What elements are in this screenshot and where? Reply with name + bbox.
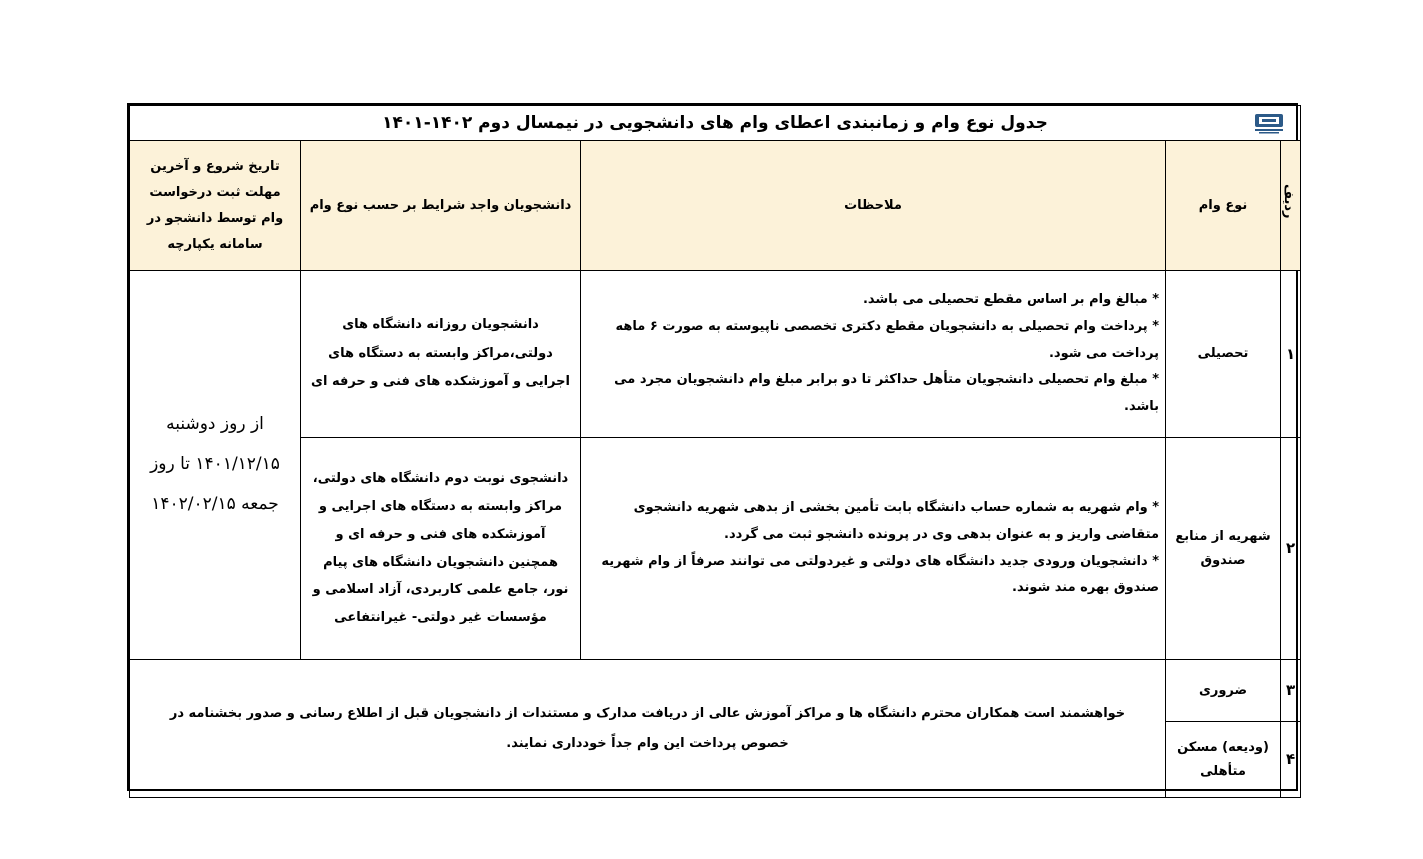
loan-type-cell: (ودیعه) مسکن متأهلی bbox=[1166, 722, 1281, 798]
note-item: * دانشجویان ورودی جدید دانشگاه های دولتی و غیردولتی می توانند صرفاً از وام شهریه صندوق بهره مند شوند. bbox=[601, 553, 1160, 596]
footer-note-cell: خواهشمند است همکاران محترم دانشگاه ها و مراکز آموزش عالی از دریافت مدارک و مستندات از دانشجویان قبل از اطلاع رسانی و صدور بخشنامه در خصوص پرداخت این وام جداً خودداری نمایند. bbox=[130, 660, 1166, 798]
header-loan-type: نوع وام bbox=[1166, 141, 1281, 271]
row-number: ۲ bbox=[1281, 438, 1301, 660]
row-number: ۳ bbox=[1281, 660, 1301, 722]
note-item: * مبلغ وام تحصیلی دانشجویان متأهل حداکثر تا دو برابر مبلغ وام دانشجویان مجرد می باشد. bbox=[614, 372, 1160, 414]
loan-schedule-document bbox=[127, 103, 1298, 791]
table-row bbox=[130, 660, 1301, 722]
loan-type-cell: تحصیلی bbox=[1166, 271, 1281, 438]
eligible-cell: دانشجوی نوبت دوم دانشگاه های دولتی، مراکز وابسته به دستگاه های اجرایی و آموزشکده های فنی و حرفه ای و همچنین دانشجویان دانشگاه های پیام نور، جامع علمی کاربردی، آزاد اسلامی و مؤسسات غیر دولتی- غیرانتفاعی bbox=[301, 438, 581, 660]
header-eligible: دانشجویان واجد شرایط بر حسب نوع وام bbox=[301, 141, 581, 271]
deadline-line: از روز دوشنبه bbox=[166, 414, 264, 435]
table-row bbox=[130, 438, 1301, 660]
notes-cell bbox=[581, 438, 1166, 660]
loan-schedule-table bbox=[129, 105, 1301, 798]
header-row-number: ردیف bbox=[1281, 141, 1301, 271]
note-item: * پرداخت وام تحصیلی به دانشجویان مقطع دکتری تخصصی ناپیوسته به صورت ۶ ماهه پرداخت می شود. bbox=[615, 319, 1160, 361]
header-notes: ملاحظات bbox=[581, 141, 1166, 271]
table-row bbox=[130, 271, 1301, 438]
eligible-cell: دانشجویان روزانه دانشگاه های دولتی،مراکز وابسته به دستگاه های اجرایی و آموزشکده های فنی و حرفه ای bbox=[301, 271, 581, 438]
loan-type-cell: شهریه از منابع صندوق bbox=[1166, 438, 1281, 660]
row-number: ۴ bbox=[1281, 722, 1301, 798]
loan-type-cell: ضروری bbox=[1166, 660, 1281, 722]
note-item: * مبالغ وام بر اساس مقطع تحصیلی می باشد. bbox=[862, 292, 1160, 308]
table-title: جدول نوع وام و زمانبندی اعطای وام های دانشجویی در نیمسال دوم ۱۴۰۲-۱۴۰۱ bbox=[130, 106, 1301, 141]
header-deadline: تاریخ شروع و آخرین مهلت ثبت درخواست وام توسط دانشجو در سامانه یکپارچه bbox=[130, 141, 301, 271]
deadline-line: ۱۴۰۱/۱۲/۱۵ تا روز bbox=[150, 454, 280, 475]
deadline-cell bbox=[130, 271, 301, 660]
row-number: ۱ bbox=[1281, 271, 1301, 438]
header-row bbox=[130, 141, 1301, 271]
deadline-line: جمعه ۱۴۰۲/۰۲/۱۵ bbox=[151, 493, 279, 514]
note-item: * وام شهریه به شماره حساب دانشگاه بابت تأمین بخشی از بدهی شهریه دانشجوی متقاضی واریز و به عنوان بدهی وی در پرونده دانشجو ثبت می گردد. bbox=[633, 500, 1160, 542]
notes-cell bbox=[581, 271, 1166, 438]
